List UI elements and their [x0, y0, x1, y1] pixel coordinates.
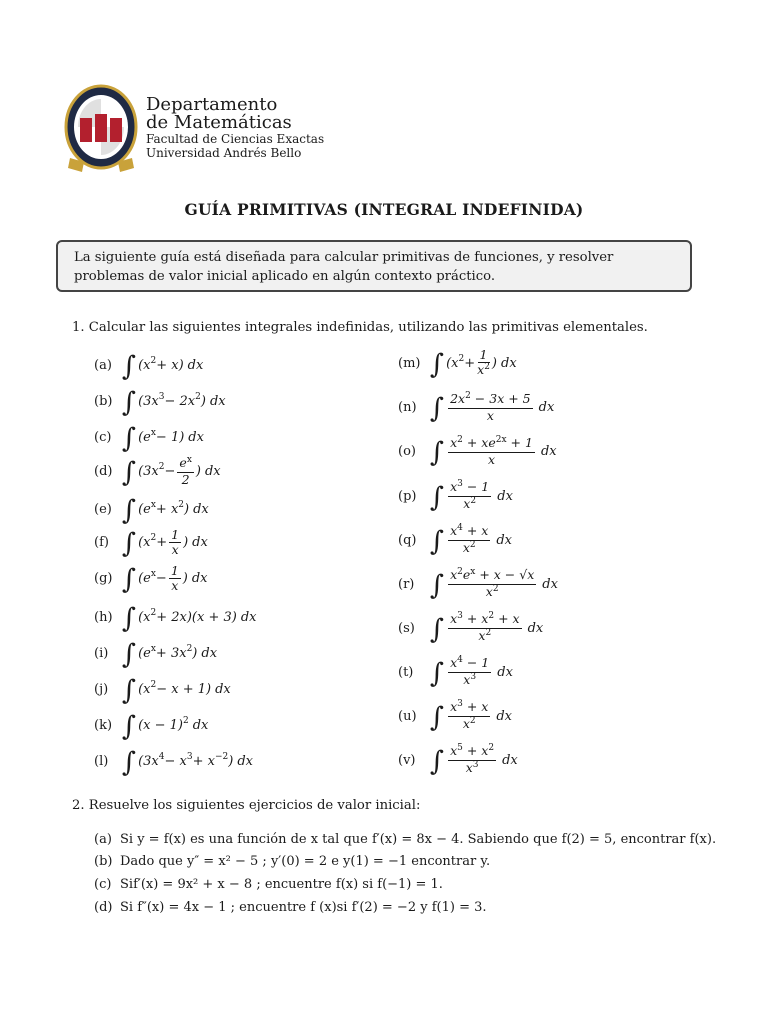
integral-item: (r) ∫ $\frac{x^2e^x + x - √x}{x^2}$ dx [398, 567, 558, 601]
item-label: (i) [94, 646, 109, 661]
item-label: (o) [398, 444, 416, 459]
integral-sign-icon: ∫ [430, 658, 445, 689]
integral-item: (b) ∫ (3x 3 − 2x 2 ) dx [94, 387, 226, 418]
item-label: (p) [398, 489, 417, 504]
item-label: (a) [94, 358, 112, 373]
integral-sign-icon: ∫ [430, 526, 445, 557]
integral-sign-icon: ∫ [122, 675, 137, 706]
integral-sign-icon: ∫ [430, 614, 445, 645]
intro-box [56, 240, 692, 292]
item-label: (t) [398, 665, 414, 680]
integral-item: (c) ∫ (e x − 1) dx [94, 423, 204, 454]
item-label: (c) [94, 430, 112, 445]
faculty-name: Facultad de Ciencias Exactas [146, 132, 325, 146]
integral-item: (e) ∫ (e x + x 2 ) dx [94, 495, 209, 526]
integral-item: (n) ∫ $\frac{2x^2 - 3x + 5}{x}$ dx [398, 391, 555, 424]
integral-sign-icon: ∫ [430, 746, 445, 777]
problem-text: Si y = f(x) es una función de x tal que f′(x) = 8x − 4. Sabiendo que f(2) = 5, encontrar f(x). [120, 832, 717, 847]
integral-sign-icon: ∫ [430, 437, 445, 468]
university-name: Universidad Andrés Bello [146, 146, 302, 160]
integral-item: (s) ∫ $\frac{x^3 + x^2 + x}{x^2}$ dx [398, 611, 544, 645]
integral-sign-icon: ∫ [122, 603, 137, 634]
item-label: (s) [398, 621, 415, 636]
integral-item: (t) ∫ $\frac{x^4 - 1}{x^3}$ dx [398, 655, 513, 689]
integral-item: (j) ∫ (x 2 − x + 1) dx [94, 675, 231, 706]
integral-item: (h) ∫ (x 2 + 2x)(x + 3) dx [94, 603, 257, 634]
item-label: (e) [94, 502, 112, 517]
problem-text: Dado que y″ = x² − 5 ; y′(0) = 2 e y(1) = −1 encontrar y. [120, 854, 491, 869]
department-name-line2: de Matemáticas [146, 112, 292, 133]
item-label: (u) [398, 709, 417, 724]
integral-item: (m) ∫ (x 2 + $\frac{1}{x^2}$ ) dx [398, 347, 517, 380]
item-label: (l) [94, 754, 109, 769]
item-label: (b) [94, 854, 113, 869]
integral-sign-icon: ∫ [430, 702, 445, 733]
integral-item: (d) ∫ (3x 2 − $\frac{e^x}{2}$ ) dx [94, 455, 221, 488]
department-name-line1: Departamento [146, 94, 278, 115]
item-label: (v) [398, 753, 416, 768]
integral-sign-icon: ∫ [122, 747, 137, 778]
item-label: (b) [94, 394, 113, 409]
item-label: (j) [94, 682, 109, 697]
item-label: (k) [94, 718, 113, 733]
intro-text: La siguiente guía está diseñada para calcular primitivas de funciones, y resolver problemas de valor inicial aplicado en algún contexto práctico. [74, 250, 614, 284]
item-label: (h) [94, 610, 113, 625]
integral-sign-icon: ∫ [122, 528, 137, 559]
integral-sign-icon: ∫ [122, 711, 137, 742]
integral-sign-icon: ∫ [430, 393, 445, 424]
integral-item: (i) ∫ (e x + 3x 2 ) dx [94, 639, 218, 670]
integral-item: (p) ∫ $\frac{x^3 - 1}{x^2}$ dx [398, 479, 513, 513]
integral-sign-icon: ∫ [122, 423, 137, 454]
item-label: (a) [94, 832, 112, 847]
integral-sign-icon: ∫ [430, 570, 445, 601]
item-label: (n) [398, 400, 417, 415]
integral-item: (u) ∫ $\frac{x^3 + x}{x^2}$ dx [398, 699, 513, 733]
item-label: (d) [94, 464, 113, 479]
integral-sign-icon: ∫ [122, 639, 137, 670]
problem-text: Sif′(x) = 9x² + x − 8 ; encuentre f(x) si f(−1) = 1. [120, 877, 443, 892]
integral-sign-icon: ∫ [122, 351, 137, 382]
integral-item: (k) ∫ (x − 1) 2 dx [94, 711, 209, 742]
section2-heading: 2. Resuelve los siguientes ejercicios de valor inicial: [72, 798, 421, 813]
section1-heading: 1. Calcular las siguientes integrales indefinidas, utilizando las primitivas elementales. [72, 320, 648, 335]
integral-item: (q) ∫ $\frac{x^4 + x}{x^2}$ dx [398, 523, 513, 557]
integral-item: (f) ∫ (x 2 + $\frac{1}{x}$ ) dx [94, 527, 208, 559]
problem-text: Si f″(x) = 4x − 1 ; encuentre f (x)si f′(2) = −2 y f(1) = 3. [120, 900, 487, 915]
integral-item: (o) ∫ $\frac{x^2 + xe^{2x} + 1}{x}$ dx [398, 435, 557, 468]
item-label: (r) [398, 577, 415, 592]
item-label: (q) [398, 533, 417, 548]
integral-sign-icon: ∫ [430, 349, 445, 380]
integral-sign-icon: ∫ [122, 457, 137, 488]
university-logo [64, 84, 138, 176]
problem-item [94, 832, 716, 847]
item-label: (g) [94, 571, 113, 586]
integral-item: (g) ∫ (e x − $\frac{1}{x}$ ) dx [94, 563, 208, 595]
integral-sign-icon: ∫ [430, 482, 445, 513]
problem-item [94, 877, 443, 892]
integral-item: (a) ∫ (x 2 + x) dx [94, 351, 204, 382]
integral-sign-icon: ∫ [122, 564, 137, 595]
item-label: (f) [94, 535, 109, 550]
integral-item: (v) ∫ $\frac{x^5 + x^2}{x^3}$ dx [398, 743, 518, 777]
integral-sign-icon: ∫ [122, 495, 137, 526]
integral-sign-icon: ∫ [122, 387, 137, 418]
item-label: (m) [398, 356, 421, 371]
item-label: (c) [94, 877, 112, 892]
page-title: GUÍA PRIMITIVAS (INTEGRAL INDEFINIDA) [184, 200, 584, 219]
item-label: (d) [94, 900, 113, 915]
problem-item [94, 900, 487, 915]
problem-item [94, 854, 490, 869]
integral-item: (l) ∫ (3x 4 − x 3 + x −2 ) dx [94, 747, 253, 778]
